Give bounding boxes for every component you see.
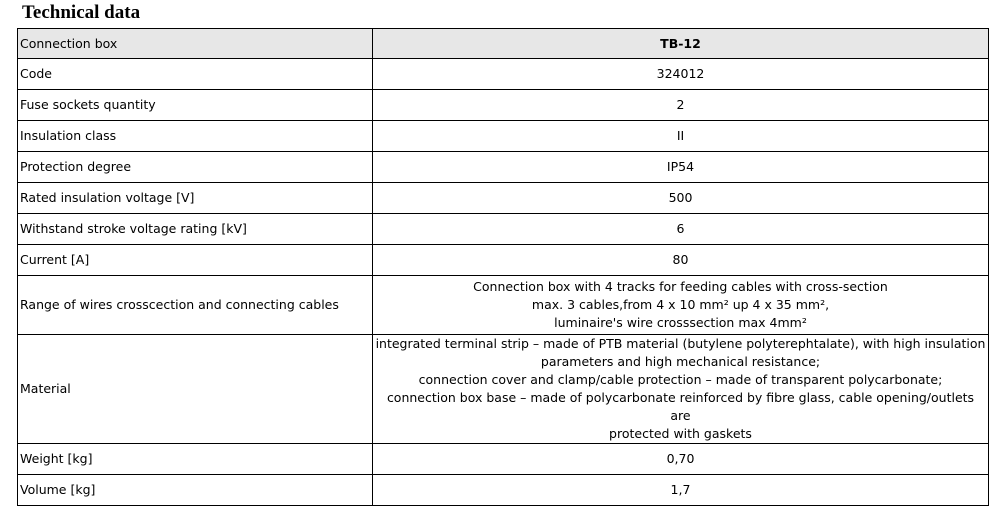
range-line: Connection box with 4 tracks for feeding cables with cross-section xyxy=(473,279,888,294)
row-value: 0,70 xyxy=(373,444,989,475)
technical-data-table xyxy=(17,28,989,506)
header-model-cell: TB-12 xyxy=(373,29,989,59)
table-row xyxy=(18,59,989,90)
row-label: Insulation class xyxy=(18,121,373,152)
page-title: Technical data xyxy=(22,2,141,23)
row-value: IP54 xyxy=(373,152,989,183)
row-value: 6 xyxy=(373,214,989,245)
row-label: Volume [kg] xyxy=(18,475,373,506)
table-row xyxy=(18,90,989,121)
row-label: Protection degree xyxy=(18,152,373,183)
row-value: II xyxy=(373,121,989,152)
material-line: integrated terminal strip – made of PTB material (butylene polyterephtalate), with high insulation xyxy=(375,336,986,351)
range-value xyxy=(373,276,989,335)
table-row-material xyxy=(18,335,989,444)
table-row xyxy=(18,152,989,183)
table-row xyxy=(18,245,989,276)
row-value: 324012 xyxy=(373,59,989,90)
table-row xyxy=(18,183,989,214)
material-line: connection box base – made of polycarbonate reinforced by fibre glass, cable opening/outlets are xyxy=(386,390,975,423)
row-value: 2 xyxy=(373,90,989,121)
row-label: Material xyxy=(18,335,373,444)
row-label: Fuse sockets quantity xyxy=(18,90,373,121)
table-row-range xyxy=(18,276,989,335)
row-label: Withstand stroke voltage rating [kV] xyxy=(18,214,373,245)
row-label: Current [A] xyxy=(18,245,373,276)
table-header-row xyxy=(18,29,989,59)
range-line: max. 3 cables,from 4 x 10 mm² up 4 x 35 mm², xyxy=(531,297,830,312)
material-line: protected with gaskets xyxy=(609,426,752,441)
row-label: Rated insulation voltage [V] xyxy=(18,183,373,214)
table-row xyxy=(18,214,989,245)
row-label: Range of wires crosscection and connecting cables xyxy=(18,276,373,335)
row-label: Code xyxy=(18,59,373,90)
header-label-cell: Connection box xyxy=(18,29,373,59)
row-value: 1,7 xyxy=(373,475,989,506)
material-value xyxy=(373,335,989,444)
material-line: connection cover and clamp/cable protection – made of transparent polycarbonate; xyxy=(418,372,943,387)
row-label: Weight [kg] xyxy=(18,444,373,475)
table-row xyxy=(18,444,989,475)
table-row xyxy=(18,475,989,506)
material-line: parameters and high mechanical resistance; xyxy=(540,354,821,369)
table-row xyxy=(18,121,989,152)
range-line: luminaire's wire crosssection max 4mm² xyxy=(554,315,807,330)
row-value: 500 xyxy=(373,183,989,214)
row-value: 80 xyxy=(373,245,989,276)
